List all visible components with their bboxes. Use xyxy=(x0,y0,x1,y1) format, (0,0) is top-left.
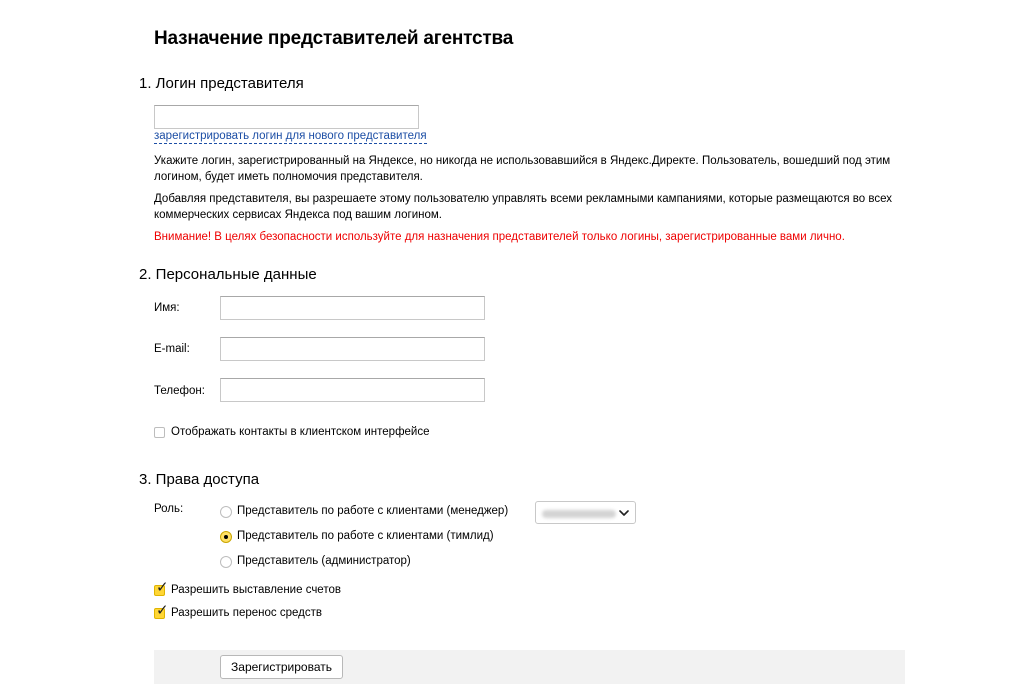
login-input[interactable] xyxy=(154,105,419,129)
name-label: Имя: xyxy=(154,302,180,314)
allow-transfer-label: Разрешить перенос средств xyxy=(171,607,322,619)
role-radio-manager[interactable] xyxy=(220,506,232,518)
register-login-link[interactable]: зарегистрировать логин для нового представителя xyxy=(154,130,427,142)
allow-invoices-checkbox[interactable] xyxy=(154,579,169,596)
allow-invoices-label: Разрешить выставление счетов xyxy=(171,584,341,596)
section-access-title: 3. Права доступа xyxy=(139,471,260,488)
security-warning: Внимание! В целях безопасности используйте для назначения представителей только логины, зарегистрированные вами лично. xyxy=(154,231,845,243)
allow-transfer-checkbox[interactable] xyxy=(154,602,169,619)
role-radio-teamlead[interactable] xyxy=(220,531,232,543)
role-label-teamlead: Представитель по работе с клиентами (тимлид) xyxy=(237,530,494,542)
chevron-down-icon xyxy=(619,508,629,518)
checkmark-icon: ✓ xyxy=(156,579,169,596)
role-label-manager: Представитель по работе с клиентами (менеджер) xyxy=(237,505,509,517)
role-label: Роль: xyxy=(154,503,184,515)
show-contacts-checkbox[interactable] xyxy=(154,427,165,438)
section-login-title: 1. Логин представителя xyxy=(139,75,304,92)
email-label: E-mail: xyxy=(154,343,190,355)
email-input[interactable] xyxy=(220,337,485,361)
show-contacts-label: Отображать контакты в клиентском интерфейсе xyxy=(171,426,430,438)
page-title: Назначение представителей агентства xyxy=(154,28,514,49)
register-button[interactable]: Зарегистрировать xyxy=(220,655,343,679)
checkmark-icon: ✓ xyxy=(156,602,169,619)
login-info-text: Укажите логин, зарегистрированный на Яндексе, но никогда не использовавшийся в Яндекс.Директе. Пользователь, вошедший под этим логином, будет иметь полномочия представителя. xyxy=(154,155,891,183)
select-value-redacted xyxy=(542,510,616,518)
name-input[interactable] xyxy=(220,296,485,320)
phone-input[interactable] xyxy=(220,378,485,402)
role-label-admin: Представитель (администратор) xyxy=(237,555,411,567)
permission-info-text: Добавляя представителя, вы разрешаете этому пользователю управлять всеми рекламными кампаниями, которые размещаются во всех коммерческих сервисах Яндекса под вашим логином. xyxy=(154,193,892,221)
phone-label: Телефон: xyxy=(154,385,205,397)
manager-select[interactable] xyxy=(535,501,636,524)
section-personal-title: 2. Персональные данные xyxy=(139,266,317,283)
role-radio-admin[interactable] xyxy=(220,556,232,568)
